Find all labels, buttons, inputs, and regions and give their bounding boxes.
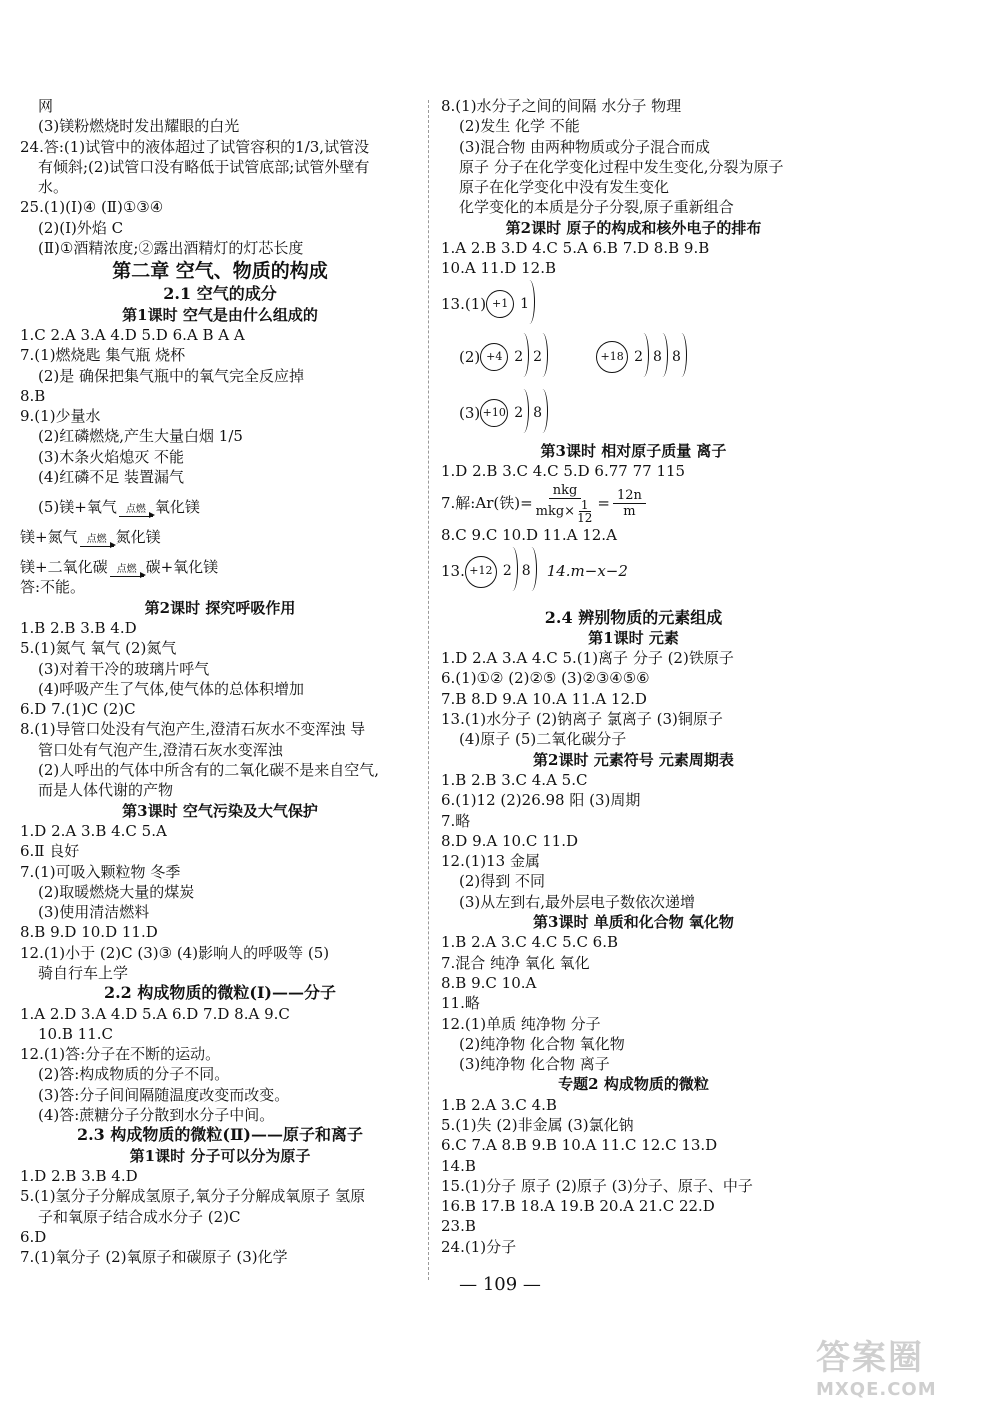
- question-label: 13.: [441, 562, 465, 581]
- text-line: 8.D 9.A 10.C 11.D: [441, 831, 578, 850]
- denominator: m: [623, 503, 636, 519]
- reaction-arrow: [80, 535, 114, 547]
- shell-electrons: 2: [630, 347, 649, 367]
- text-line: (3)混合物 由两种物质或分子混合而成: [459, 137, 711, 156]
- text-line: 1.A 2.D 3.A 4.D 5.A 6.D 7.D 8.A 9.C: [20, 1004, 290, 1023]
- equation-left: 镁+氮气: [20, 528, 78, 547]
- chapter-title: 第二章 空气、物质的构成: [112, 260, 328, 283]
- question-label: 13.(1): [441, 294, 487, 313]
- shell-electrons: 8: [649, 347, 668, 367]
- electron-shells: [510, 347, 548, 367]
- text-line: 1.B 2.B 3.B 4.D: [20, 618, 137, 637]
- text-line: 网: [38, 97, 54, 115]
- text-line: 8.C 9.C 10.D 11.A 12.A: [441, 526, 617, 545]
- text-line: (4)原子 (5)二氧化碳分子: [459, 730, 627, 749]
- section-heading: 2.2 构成物质的微粒(Ⅰ)——分子: [103, 983, 337, 1003]
- text-line: (3)答:分子间间隔随温度改变而改变。: [38, 1085, 290, 1104]
- denominator: 12: [577, 510, 593, 525]
- text-line: (Ⅱ)①酒精浓度;②露出酒精灯的灯芯长度: [38, 239, 304, 258]
- question-label: (3): [459, 403, 481, 422]
- text-line: 9.(1)少量水: [20, 407, 101, 426]
- text-line: 原子在化学变化中没有发生变化: [459, 178, 670, 197]
- text-line: 15.(1)分子 原子 (2)原子 (3)分子、原子、中子: [441, 1176, 753, 1195]
- text-line: 12.(1)单质 纯净物 分子: [441, 1014, 601, 1033]
- nucleus-icon: +12: [465, 556, 497, 588]
- small-fraction: [577, 499, 592, 524]
- text-line: (3)对着干冷的玻璃片呼气: [38, 659, 210, 678]
- text-line: (2)取暖燃烧大量的煤炭: [38, 882, 195, 901]
- condition-label: 点燃: [116, 564, 137, 576]
- atom-structure-row: [441, 546, 826, 598]
- right-column: [441, 96, 826, 1257]
- text-line: (2)纯净物 化合物 氧化物: [459, 1034, 625, 1053]
- lesson-heading: 第3课时 相对原子质量 离子: [540, 441, 727, 460]
- text-line: 有倾斜;(2)试管口没有略低于试管底部;试管外壁有: [38, 157, 370, 176]
- text-line: 6.C 7.A 8.B 9.B 10.A 11.C 12.C 13.D: [441, 1136, 718, 1155]
- watermark-logo: [816, 1330, 986, 1400]
- reaction-arrow: [110, 565, 144, 577]
- shell-electrons: 1: [516, 294, 535, 314]
- left-column: [20, 96, 420, 1267]
- text-line: 7.(1)可吸入颗粒物 冬季: [20, 862, 181, 881]
- text-line: 5.(1)失 (2)非金属 (3)氯化钠: [441, 1115, 634, 1134]
- watermark-url: MXQE.COM: [816, 1379, 937, 1400]
- text-line: 10.A 11.D 12.B: [441, 259, 556, 278]
- text-line: 化学变化的本质是分子分裂,原子重新组合: [459, 198, 734, 217]
- lesson-heading: 第1课时 元素: [588, 628, 679, 647]
- text-line: 而是人体代谢的产物: [38, 781, 174, 800]
- text-line: 1.B 2.A 3.C 4.C 5.C 6.B: [441, 933, 619, 952]
- text-line: 8.B: [20, 386, 46, 405]
- text-line: 答:不能。: [20, 578, 86, 597]
- text-line: 16.B 17.B 18.A 19.B 20.A 21.C 22.D: [441, 1197, 715, 1216]
- word-equation: [20, 547, 420, 577]
- atom-structure-row: [441, 279, 826, 329]
- text-line: 1.D 2.A 3.A 4.C 5.(1)离子 分子 (2)铁原子: [441, 649, 734, 668]
- text-line: 10.B 11.C: [38, 1024, 113, 1043]
- text-line: (3)镁粉燃烧时发出耀眼的白光: [38, 117, 240, 136]
- text-line: 8.(1)导管口处没有气泡产生,澄清石灰水不变浑浊 导: [20, 720, 366, 739]
- text-line: 水。: [38, 178, 69, 197]
- equation-right: 氧化镁: [154, 498, 200, 517]
- text-line: (3)从左到右,最外层电子数依次递增: [459, 892, 696, 911]
- lesson-heading: 专题2 构成物质的微粒: [558, 1075, 709, 1094]
- text-line: 1.D 2.B 3.C 4.C 5.D 6.77 77 115: [441, 461, 686, 480]
- text-line: (2)是 确保把集气瓶中的氧气完全反应掉: [38, 366, 305, 385]
- text-line: 24.答:(1)试管中的液体超过了试管容积的1/3,试管没: [20, 137, 370, 156]
- text-line: 7.(1)氧分子 (2)氧原子和碳原子 (3)化学: [20, 1248, 288, 1267]
- shell-electrons: 8: [668, 347, 687, 367]
- text-line: 14.B: [441, 1156, 476, 1175]
- nucleus-icon: +10: [480, 399, 508, 427]
- text-line: (4)呼吸产生了气体,使气体的总体积增加: [38, 679, 305, 698]
- text-line: 8.B 9.C 10.A: [441, 973, 537, 992]
- formula-label: 7.解:Ar(铁)=: [441, 494, 533, 513]
- text-line: (2)答:构成物质的分子不同。: [38, 1065, 230, 1084]
- text-line: 23.B: [441, 1217, 476, 1236]
- equation-left: (5)镁+氧气: [38, 498, 117, 517]
- text-line: (4)红磷不足 装置漏气: [38, 468, 185, 487]
- word-equation: [20, 487, 420, 517]
- condition-label: 点燃: [86, 534, 107, 546]
- text-line: 7.B 8.D 9.A 10.A 11.A 12.D: [441, 689, 647, 708]
- text-line: 7.略: [441, 811, 471, 830]
- shell-electrons: 2: [510, 403, 529, 423]
- text-line: 7.(1)燃烧匙 集气瓶 烧杯: [20, 346, 186, 365]
- text-line: 1.A 2.B 3.D 4.C 5.A 6.B 7.D 8.B 9.B: [441, 239, 710, 258]
- text-line: 13.(1)水分子 (2)钠离子 氯离子 (3)铜原子: [441, 710, 723, 729]
- section-heading: 2.1 空气的成分: [163, 284, 277, 304]
- text-line: (3)使用清洁燃料: [38, 903, 150, 922]
- text-line: 1.B 2.A 3.C 4.B: [441, 1095, 557, 1114]
- electron-shells: [499, 561, 537, 581]
- shell-electrons: 2: [499, 561, 518, 581]
- section-heading: 2.4 辨别物质的元素组成: [544, 607, 723, 627]
- shell-electrons: 8: [518, 561, 537, 581]
- text-line: (3)木条火焰熄灭 不能: [38, 447, 185, 466]
- condition-label: 点燃: [125, 504, 146, 516]
- text-line: 1.D 2.B 3.B 4.D: [20, 1166, 138, 1185]
- text-line: 子和氧原子结合成水分子 (2)C: [38, 1207, 241, 1226]
- shell-electrons: 2: [510, 347, 529, 367]
- text-line: 8.B 9.D 10.D 11.D: [20, 923, 158, 942]
- page-number: — 109 —: [459, 1274, 541, 1295]
- text-line: (4)答:蔗糖分子分散到水分子中间。: [38, 1106, 275, 1125]
- electron-shells: [510, 403, 548, 423]
- text-line: 5.(1)氢分子分解成氢原子,氧分子分解成氧原子 氢原: [20, 1187, 366, 1206]
- column-divider: [428, 100, 429, 1280]
- numerator: 1: [580, 497, 589, 512]
- lesson-heading: 第1课时 空气是由什么组成的: [122, 305, 318, 324]
- text-line: (2)发生 化学 不能: [459, 117, 580, 136]
- text-line: 12.(1)答:分子在不断的运动。: [20, 1045, 221, 1064]
- lesson-heading: 第2课时 元素符号 元素周期表: [533, 750, 734, 769]
- text-line: (2)红磷燃烧,产生大量白烟 1/5: [38, 427, 243, 446]
- section-heading: 2.3 构成物质的微粒(Ⅱ)——原子和离子: [76, 1125, 364, 1145]
- lesson-heading: 第2课时 原子的构成和核外电子的排布: [505, 218, 762, 237]
- text-line: (2)(Ⅰ)外焰 C: [38, 218, 124, 237]
- electron-shells: [630, 347, 687, 367]
- atom-structure-row: [441, 329, 826, 385]
- text-line: (2)人呼出的气体中所含有的二氧化碳不是来自空气,: [38, 761, 380, 780]
- text-line: (3)纯净物 化合物 离子: [459, 1055, 610, 1074]
- equation-right: 碳+氧化镁: [145, 558, 219, 577]
- shell-electrons: 2: [529, 347, 548, 367]
- text-line: 管口处有气泡产生,澄清石灰水变浑浊: [38, 740, 283, 759]
- text-line: 1.C 2.A 3.A 4.D 5.D 6.A B A A: [20, 325, 245, 344]
- text-line: 6.(1)①② (2)②⑤ (3)②③④⑤⑥: [441, 669, 650, 688]
- text-line: 1.D 2.A 3.B 4.C 5.A: [20, 821, 167, 840]
- reaction-arrow: [119, 505, 153, 517]
- equals-sign: =: [597, 494, 610, 513]
- lesson-heading: 第2课时 探究呼吸作用: [144, 598, 296, 617]
- text-line: 8.(1)水分子之间的间隔 水分子 物理: [441, 97, 682, 115]
- nucleus-icon: +18: [596, 341, 628, 373]
- text-line: 7.混合 纯净 氧化 氧化: [441, 953, 590, 972]
- text-line: 6.Ⅱ 良好: [20, 842, 80, 861]
- numerator: 12n: [613, 488, 646, 504]
- text-line: 1.B 2.B 3.C 4.A 5.C: [441, 770, 588, 789]
- text-line: 6.(1)12 (2)26.98 阳 (3)周期: [441, 791, 641, 810]
- text-line: 12.(1)小于 (2)C (3)③ (4)影响人的呼吸等 (5): [20, 943, 330, 962]
- fraction: [613, 488, 646, 519]
- text-line: 骑自行车上学: [38, 963, 129, 982]
- shell-electrons: 8: [529, 403, 548, 423]
- text-line: 6.D 7.(1)C (2)C: [20, 700, 136, 719]
- fraction: [536, 483, 595, 524]
- word-equation: [20, 517, 420, 547]
- lesson-heading: 第3课时 单质和化合物 氧化物: [533, 913, 734, 932]
- electron-shells: [516, 294, 535, 314]
- text-line: 6.D: [20, 1227, 47, 1246]
- numerator: nkg: [549, 483, 582, 499]
- text-line: 原子 分子在化学变化过程中发生变化,分裂为原子: [459, 157, 784, 176]
- denominator-part: mkg×: [535, 503, 576, 519]
- text-line: 5.(1)氮气 氧气 (2)氮气: [20, 639, 177, 658]
- nucleus-icon: +4: [480, 343, 508, 371]
- nucleus-icon: +1: [486, 290, 514, 318]
- formula-line: [441, 481, 826, 525]
- watermark-title: 答案圈: [816, 1338, 924, 1378]
- equation-right: 氮化镁: [115, 528, 161, 547]
- text-line: (2)得到 不同: [459, 872, 546, 891]
- text-line: 25.(1)(Ⅰ)④ (Ⅱ)①③④: [20, 198, 164, 217]
- lesson-heading: 第1课时 分子可以分为原子: [129, 1146, 311, 1165]
- text-line: 24.(1)分子: [441, 1237, 517, 1256]
- atom-structure-row: [441, 385, 826, 441]
- question-label: (2): [459, 347, 481, 366]
- text-line: 12.(1)13 金属: [441, 852, 540, 871]
- answer-expression: 14.m−x−2: [546, 562, 628, 581]
- lesson-heading: 第3课时 空气污染及大气保护: [122, 801, 318, 820]
- equation-left: 镁+二氧化碳: [20, 558, 108, 577]
- text-line: 11.略: [441, 994, 480, 1013]
